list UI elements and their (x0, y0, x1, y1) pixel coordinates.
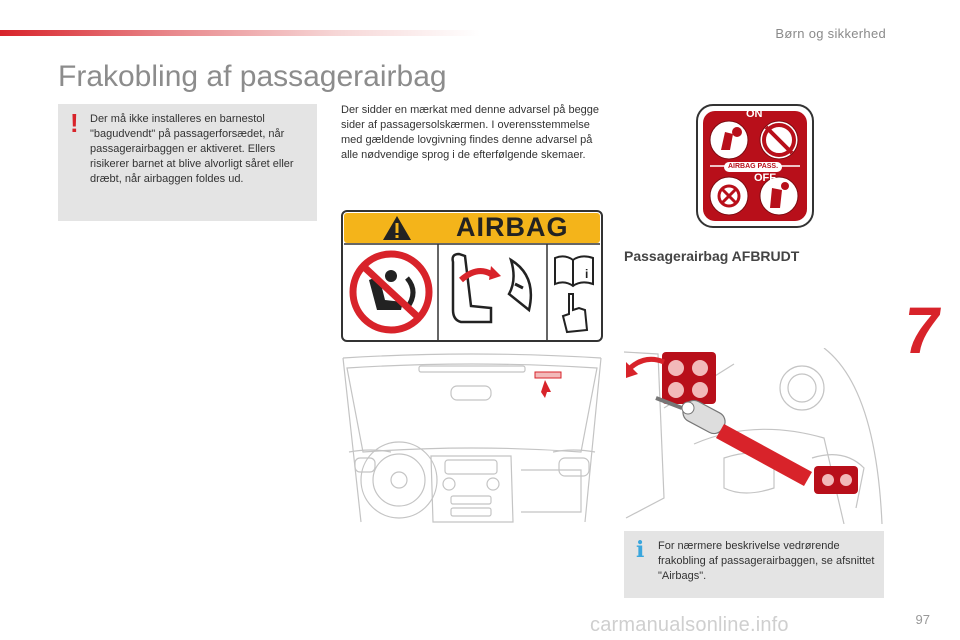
svg-text:i: i (585, 267, 589, 281)
header-accent-bar (0, 30, 480, 36)
key-icon (656, 397, 729, 437)
section-title: Børn og sikkerhed (775, 26, 886, 41)
info-icon: i (636, 537, 645, 563)
section-subheading: Passagerairbag AFBRUDT (624, 248, 800, 264)
location-arrow-icon (541, 380, 551, 398)
watermark-text: carmanualsonline.info (590, 614, 789, 636)
passenger-airbag-switch-illustration (624, 348, 884, 524)
no-rear-facing-seat-icon (353, 254, 429, 330)
chapter-number: 7 (898, 293, 946, 367)
warning-text: Der må ikke installeres en barnestol "bagudvendt" på passagerforsædet, når passagerairbaggen er aktiveret. Ellers risikerer barnet at blive alvorligt såret eller dræbt, når airbaggen foldes ud. (90, 113, 294, 185)
page-number: 97 (915, 612, 930, 627)
info-text: For nærmere beskrivelse vedrørende frakobling af passagerairbaggen, se afsnittet "Airbags". (658, 540, 875, 582)
intro-text: Der sidder en mærkat med denne advarsel på begge sider af passagersolskærmen. I overensstemmelse med gældende lovgivning findes denne advarsel på alle nødvendige sprog i de efterfølgende skemaer. (341, 104, 600, 161)
switch-on-label: ON (746, 108, 763, 120)
switch-center-label: AIRBAG PASS. (724, 162, 782, 172)
exclamation-icon: ! (70, 108, 79, 138)
switch-off-label: OFF (754, 172, 776, 184)
info-box (624, 531, 884, 598)
airbag-label-heading: AIRBAG (456, 212, 569, 242)
warning-box (58, 104, 317, 221)
sun-visor-location-illustration (341, 352, 603, 524)
page-title: Frakobling af passagerairbag (58, 60, 447, 93)
